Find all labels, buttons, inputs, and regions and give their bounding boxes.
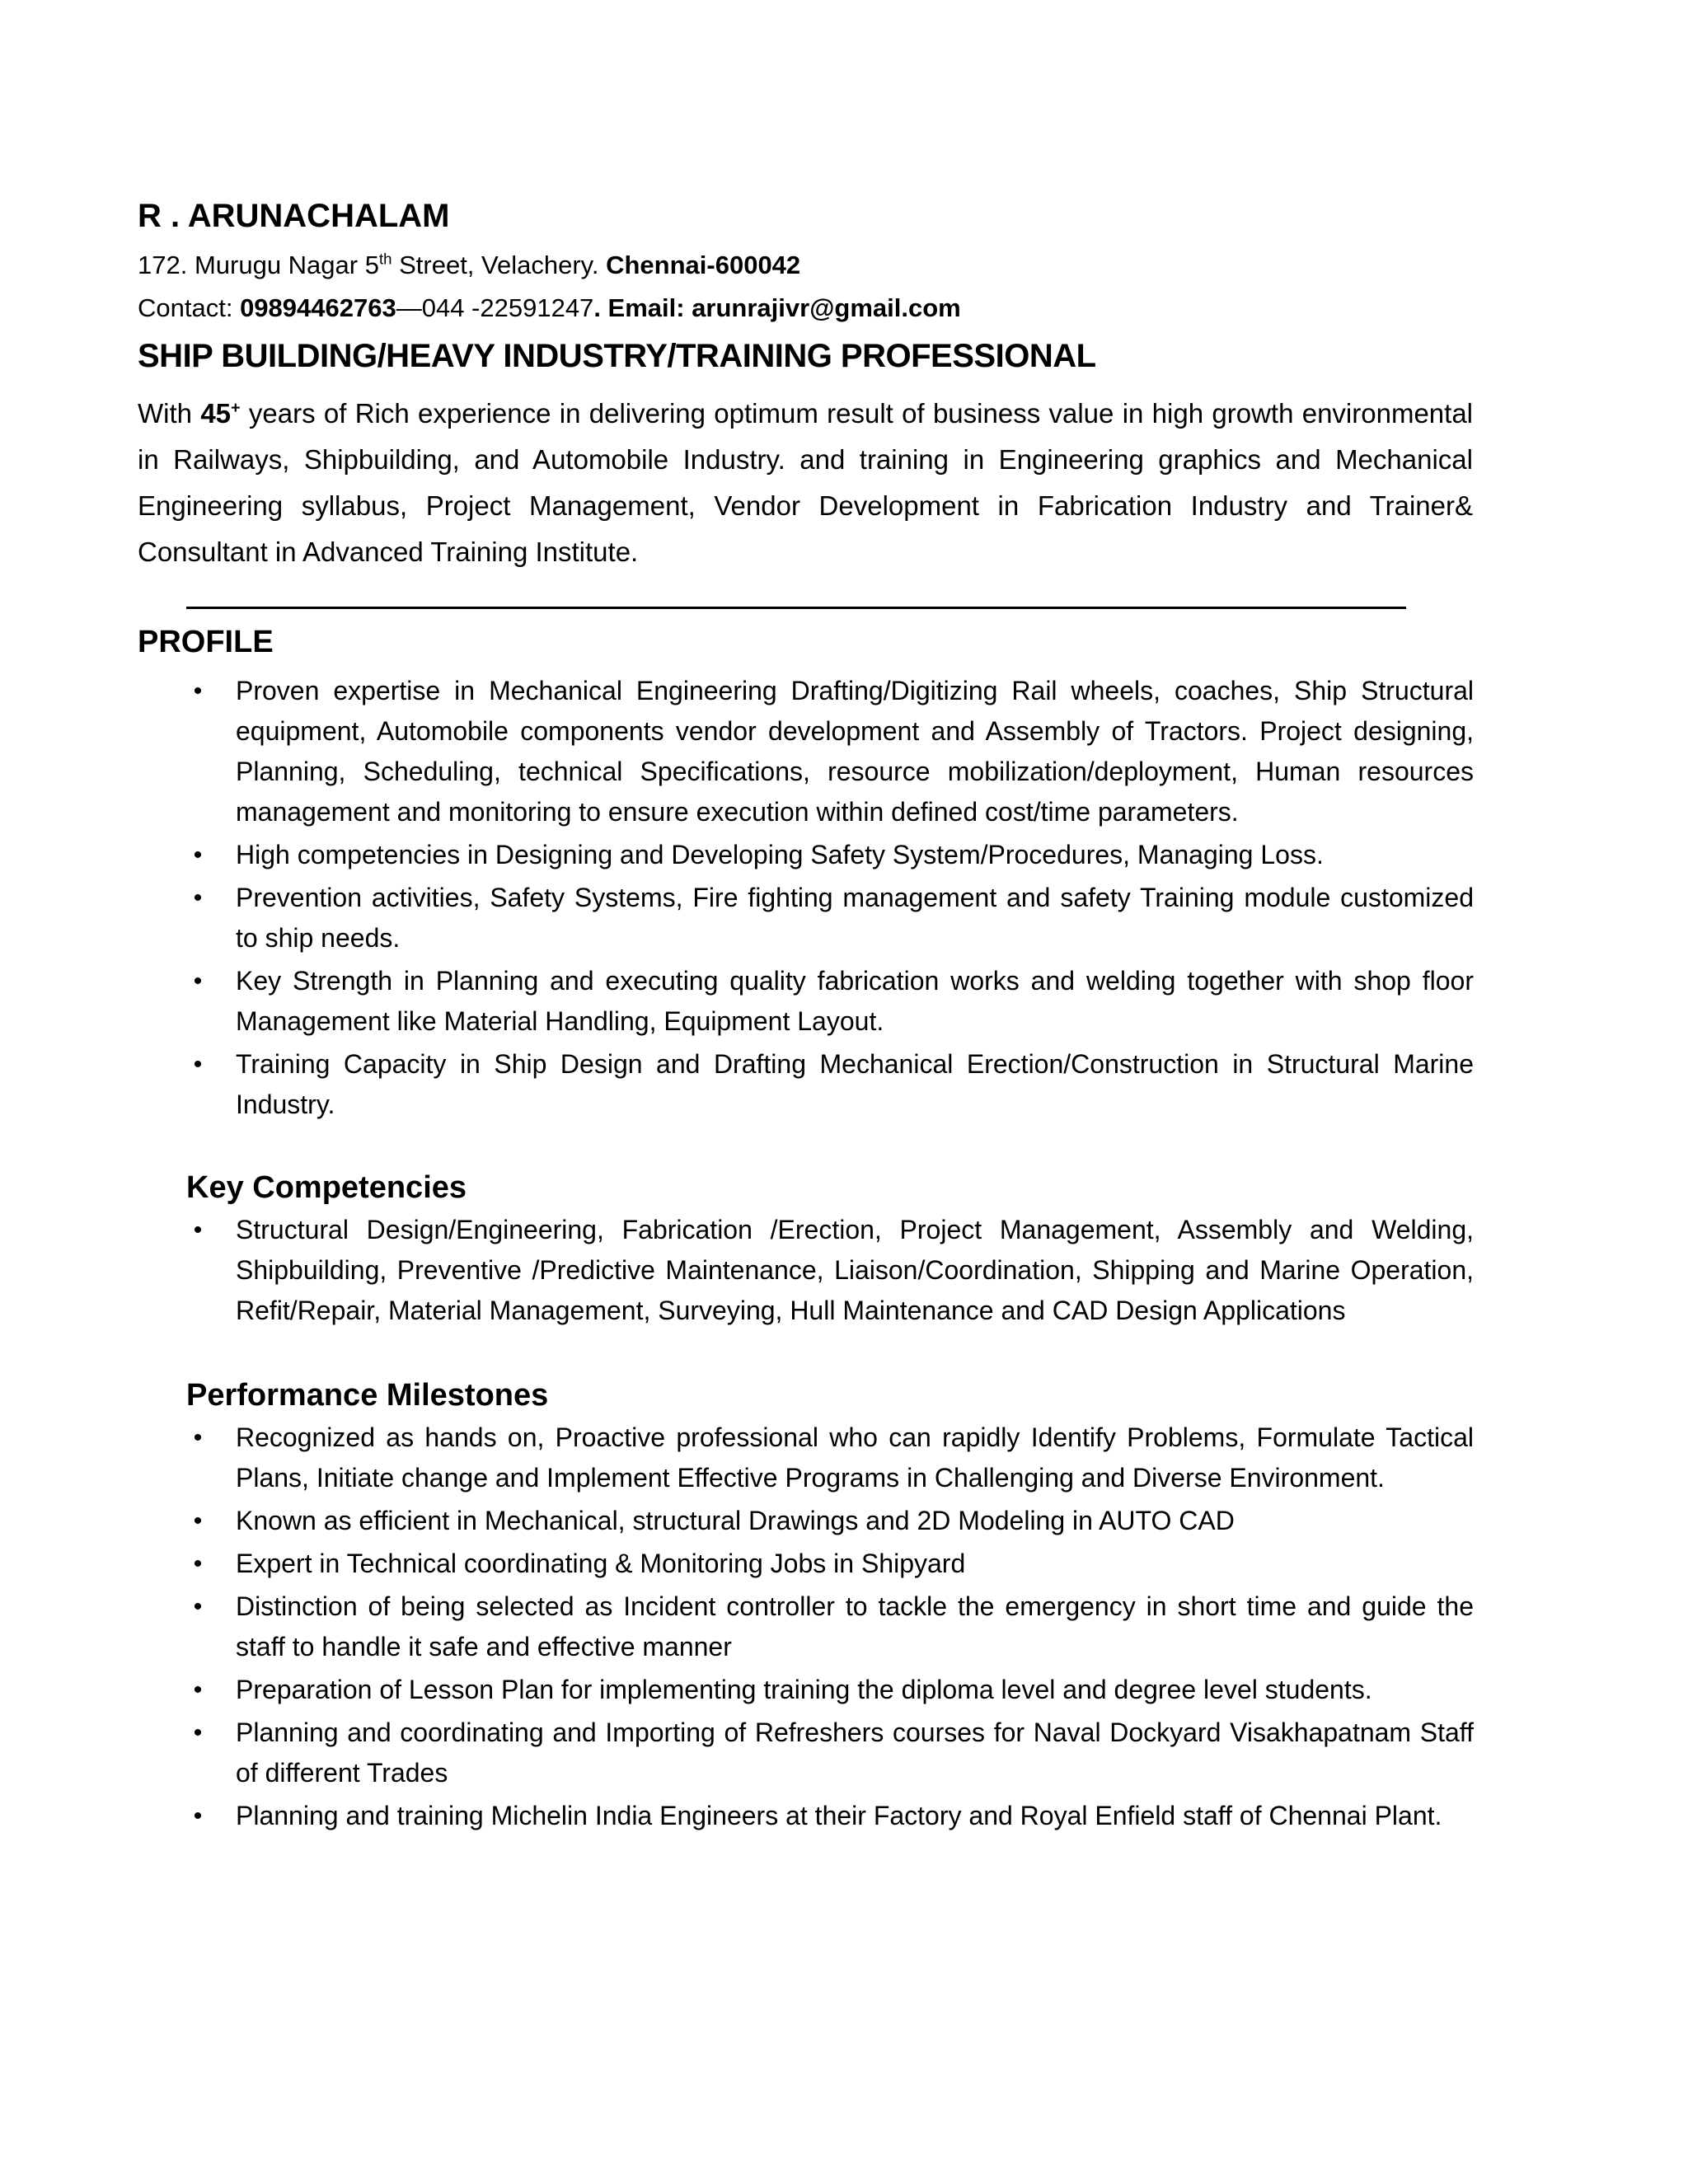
list-item xyxy=(186,878,1474,958)
list-item-text: Key Strength in Planning and executing quality fabrication works and welding together with shop floor Management like Material Handling, Equipment Layout. xyxy=(236,966,1474,1036)
profile-list xyxy=(186,671,1474,1127)
bullet-icon: • xyxy=(193,1550,203,1577)
bullet-icon: • xyxy=(193,1051,203,1078)
list-item-text: Known as efficient in Mechanical, structural Drawings and 2D Modeling in AUTO CAD xyxy=(236,1506,1235,1535)
list-item xyxy=(186,835,1474,875)
contact-landline: —044 -22591247 xyxy=(396,293,594,322)
list-item xyxy=(186,1796,1474,1836)
bullet-icon: • xyxy=(193,1802,203,1830)
list-item xyxy=(186,1586,1474,1667)
address-street: 172. Murugu Nagar 5 xyxy=(138,251,379,279)
profile-heading: PROFILE xyxy=(138,625,274,659)
bullet-icon: • xyxy=(193,841,203,869)
key-competencies-list xyxy=(186,1210,1474,1333)
list-item-text: Prevention activities, Safety Systems, Fire fighting management and safety Training module customized to ship needs. xyxy=(236,883,1474,953)
contact-line xyxy=(138,293,961,323)
address-city: Chennai-600042 xyxy=(606,251,801,279)
career-summary xyxy=(138,391,1473,575)
list-item xyxy=(186,1418,1474,1498)
list-item-text: Preparation of Lesson Plan for implementing training the diploma level and degree level students. xyxy=(236,1675,1372,1704)
summary-text: years of Rich experience in delivering optimum result of business value in high growth environmental in Railways, Shipbuilding, and Automobile Industry. and training in Engineering graphics and Mechanical Engineering syllabus, Project Management, Vendor Development in Fabrication Industry and Trainer& Consultant in Advanced Training Institute. xyxy=(138,398,1473,567)
address-ordinal: th xyxy=(378,250,392,268)
list-item-text: Structural Design/Engineering, Fabrication /Erection, Project Management, Assembly and Welding, Shipbuilding, Preventive /Predictive Maintenance, Liaison/Coordination, Shipping and Marine Operation, Refit/Repair, Material Management, Surveying, Hull Maintenance and CAD Design Applications xyxy=(236,1215,1474,1325)
bullet-icon: • xyxy=(193,1216,203,1244)
key-competencies-heading: Key Competencies xyxy=(186,1170,467,1205)
candidate-name: R . ARUNACHALAM xyxy=(138,198,450,234)
list-item-text: Proven expertise in Mechanical Engineering Drafting/Digitizing Rail wheels, coaches, Ship Structural equipment, Automobile components vendor development and Assembly of Tractors. Project designing, Planning, Scheduling, technical Specifications, resource mobilization/deployment, Human resources management and monitoring to ensure execution within defined cost/time parameters. xyxy=(236,676,1474,827)
list-item-text: High competencies in Designing and Developing Safety System/Procedures, Managing Loss. xyxy=(236,840,1324,869)
list-item xyxy=(186,1210,1474,1331)
address-locality: Street, Velachery. xyxy=(392,251,607,279)
list-item xyxy=(186,961,1474,1042)
list-item xyxy=(186,671,1474,832)
summary-with: With xyxy=(138,398,201,429)
performance-heading: Performance Milestones xyxy=(186,1378,549,1413)
list-item xyxy=(186,1044,1474,1125)
list-item-text: Planning and training Michelin India Engineers at their Factory and Royal Enfield staff of Chennai Plant. xyxy=(236,1801,1442,1830)
contact-email: Email: arunrajivr@gmail.com xyxy=(607,293,961,322)
bullet-icon: • xyxy=(193,1507,203,1535)
list-item-text: Expert in Technical coordinating & Monitoring Jobs in Shipyard xyxy=(236,1549,966,1578)
performance-list xyxy=(186,1418,1474,1839)
bullet-icon: • xyxy=(193,1719,203,1746)
bullet-icon: • xyxy=(193,968,203,995)
bullet-icon: • xyxy=(193,677,203,705)
list-item-text: Recognized as hands on, Proactive professional who can rapidly Identify Problems, Formulate Tactical Plans, Initiate change and Implement Effective Programs in Challenging and Diverse Environment. xyxy=(236,1422,1474,1493)
list-item xyxy=(186,1713,1474,1793)
professional-headline: SHIP BUILDING/HEAVY INDUSTRY/TRAINING PROFESSIONAL xyxy=(138,338,1096,374)
list-item-text: Planning and coordinating and Importing of Refreshers courses for Naval Dockyard Visakhapatnam Staff of different Trades xyxy=(236,1718,1474,1788)
contact-dot: . xyxy=(593,293,608,322)
bullet-icon: • xyxy=(193,1424,203,1451)
contact-mobile: 09894462763 xyxy=(240,293,396,322)
bullet-icon: • xyxy=(193,884,203,912)
summary-years: 45 xyxy=(200,398,232,429)
address-line xyxy=(138,251,800,280)
list-item-text: Training Capacity in Ship Design and Drafting Mechanical Erection/Construction in Structural Marine Industry. xyxy=(236,1049,1474,1119)
section-divider xyxy=(186,607,1406,609)
contact-label: Contact: xyxy=(138,293,241,322)
summary-years-plus: + xyxy=(231,399,241,417)
bullet-icon: • xyxy=(193,1676,203,1704)
list-item xyxy=(186,1501,1474,1541)
bullet-icon: • xyxy=(193,1593,203,1620)
list-item-text: Distinction of being selected as Incident controller to tackle the emergency in short time and guide the staff to handle it safe and effective manner xyxy=(236,1591,1474,1661)
list-item xyxy=(186,1670,1474,1710)
list-item xyxy=(186,1544,1474,1584)
